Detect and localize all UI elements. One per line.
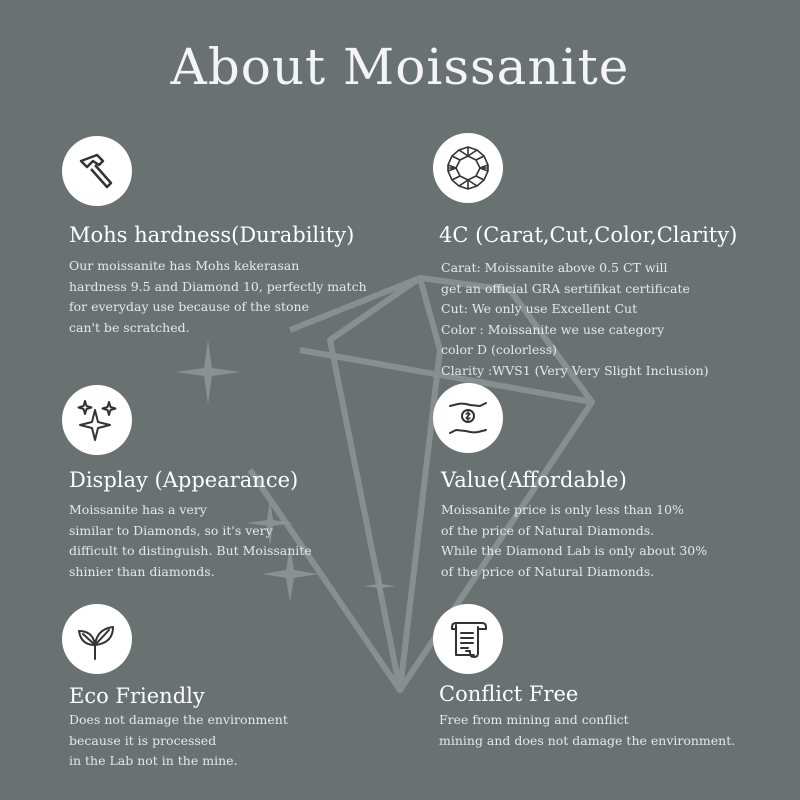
icon-badge: [433, 133, 503, 203]
feature-title: Eco Friendly: [69, 684, 205, 708]
icon-badge: [62, 604, 132, 674]
feature-title: Display (Appearance): [69, 468, 299, 492]
leaf-icon: [73, 615, 121, 663]
feature-description: Moissanite has a very similar to Diamonds, so it's very difficult to distinguish. But Moissanite shinier than diamonds.: [69, 502, 312, 579]
feature-title: 4C (Carat,Cut,Color,Clarity): [439, 223, 738, 247]
icon-badge: [62, 136, 132, 206]
feature-title: Mohs hardness(Durability): [69, 223, 355, 247]
feature-description: Moissanite price is only less than 10% of the price of Natural Diamonds. While the Diamond Lab is only about 30% of the price of Natural Diamonds.: [441, 502, 708, 579]
hands-coin-icon: [444, 394, 492, 442]
feature-description: Does not damage the environment because it is processed in the Lab not in the mine.: [69, 712, 288, 768]
sparkles-icon: [73, 396, 121, 444]
icon-badge: [433, 604, 503, 674]
hammer-icon: [73, 147, 121, 195]
diamond-top-icon: [444, 144, 492, 192]
scroll-icon: [444, 615, 492, 663]
feature-title: Value(Affordable): [441, 468, 627, 492]
feature-title: Conflict Free: [439, 682, 579, 706]
feature-description: Our moissanite has Mohs kekerasan hardness 9.5 and Diamond 10, perfectly match for everyday use because of the stone can't be scratched.: [69, 258, 367, 335]
feature-description: Free from mining and conflict mining and does not damage the environment.: [439, 712, 736, 748]
icon-badge: [62, 385, 132, 455]
page-title: About Moissanite: [170, 38, 630, 96]
sparkle-decoration-1: [176, 340, 240, 404]
feature-description: Carat: Moissanite above 0.5 CT will get an official GRA sertifikat certificate Cut: We only use Excellent Cut Color : Moissanite we use category color D (colorless) Clarity :WVS1 (Very Very Slight Inclusion): [441, 260, 709, 378]
icon-badge: [433, 383, 503, 453]
